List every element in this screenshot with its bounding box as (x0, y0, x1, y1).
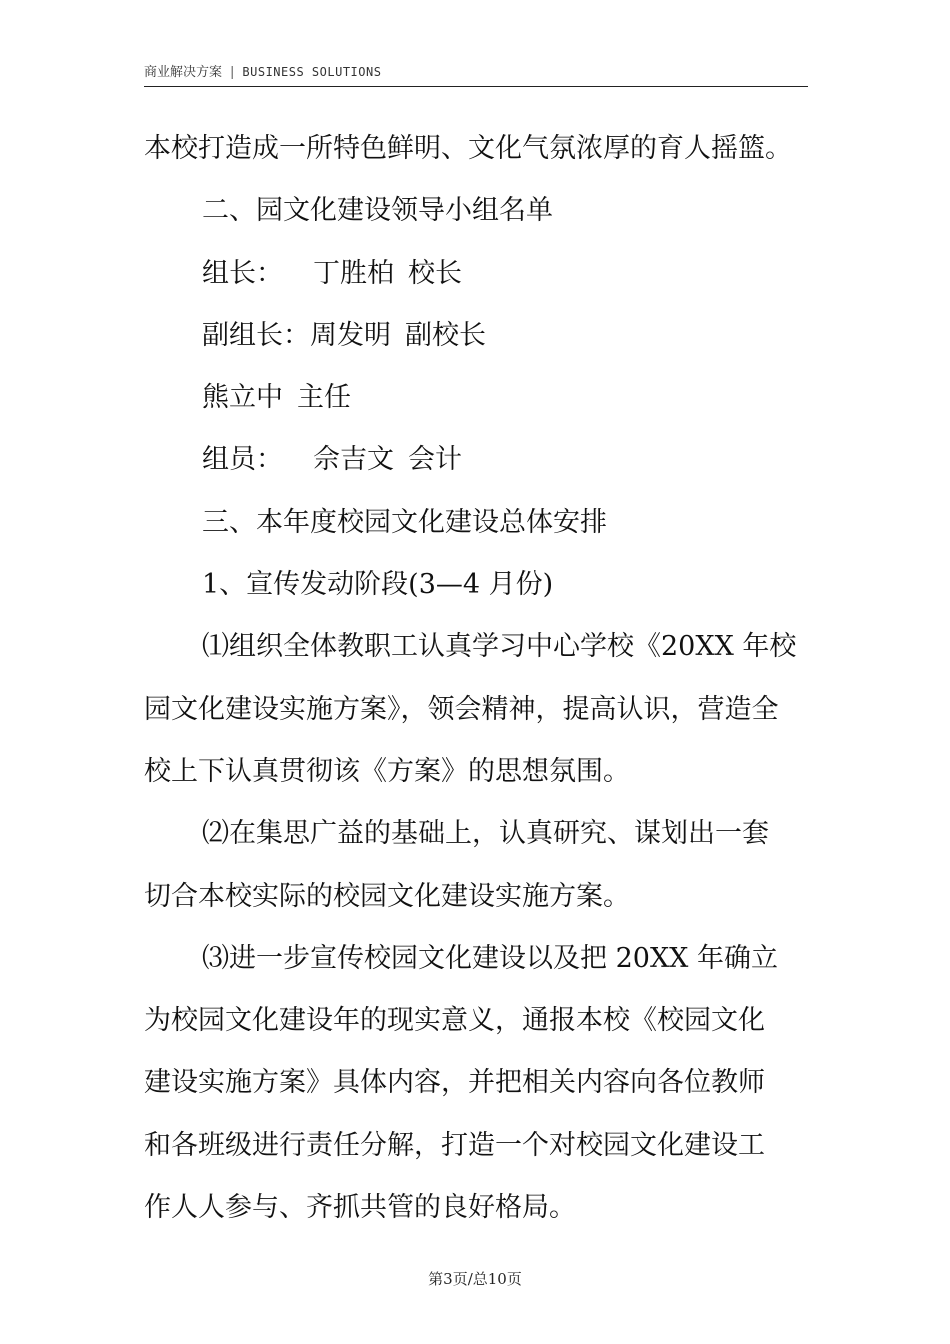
leader-name: 丁胜柏 (313, 257, 394, 289)
paragraph-line: 本校打造成一所特色鲜明、文化气氛浓厚的育人摇篮。 (144, 133, 792, 164)
section-heading: 二、园文化建设领导小组名单 (202, 195, 553, 227)
paragraph-line: 园文化建设实施方案》，领会精神，提高认识，营造全 (144, 693, 779, 725)
phase-heading: 1、宣传发动阶段(3—4 月份) (202, 569, 554, 601)
member-row (144, 429, 808, 491)
paragraph-line: 和各班级进行责任分解，打造一个对校园文化建设工 (144, 1129, 765, 1161)
leader-row (144, 243, 808, 305)
deputy-name: 周发明 (310, 319, 391, 351)
deputy-role: 副校长 (405, 319, 486, 351)
deputy2-name: 熊立中 (202, 382, 283, 414)
section-heading: 三、本年度校园文化建设总体安排 (202, 506, 607, 538)
paragraph-line: 建设实施方案》具体内容，并把相关内容向各位教师 (144, 1067, 765, 1099)
paragraph-line: ⑶进一步宣传校园文化建设以及把 20XX 年确立 (202, 942, 778, 974)
paragraph-line: 为校园文化建设年的现实意义，通报本校《校园文化 (144, 1005, 765, 1037)
leader-role: 校长 (408, 257, 462, 289)
paragraph-line: ⑴组织全体教职工认真学习中心学校《20XX 年校 (202, 631, 797, 663)
page-number: 第3页/总10页 (428, 1270, 522, 1288)
paragraph-line: 切合本校实际的校园文化建设实施方案。 (144, 880, 630, 912)
member-role: 会计 (408, 444, 462, 476)
deputy2-role: 主任 (297, 382, 351, 414)
deputy-label: 副组长： (202, 319, 310, 351)
page-header (144, 62, 808, 87)
document-body (144, 118, 808, 1239)
paragraph-line: 校上下认真贯彻该《方案》的思想氛围。 (144, 755, 630, 787)
header-title-en: BUSINESS SOLUTIONS (242, 65, 382, 79)
deputy-row (144, 305, 808, 367)
paragraph-line: 作人人参与、齐抓共管的良好格局。 (144, 1192, 576, 1224)
header-title-cn: 商业解决方案 (144, 65, 223, 80)
member-name: 佘吉文 (313, 444, 394, 476)
member-label: 组员： (202, 444, 283, 476)
deputy2-row (144, 367, 808, 429)
leader-label: 组长： (202, 257, 283, 289)
header-separator: | (230, 65, 235, 80)
paragraph-line: ⑵在集思广益的基础上，认真研究、谋划出一套 (202, 818, 769, 850)
